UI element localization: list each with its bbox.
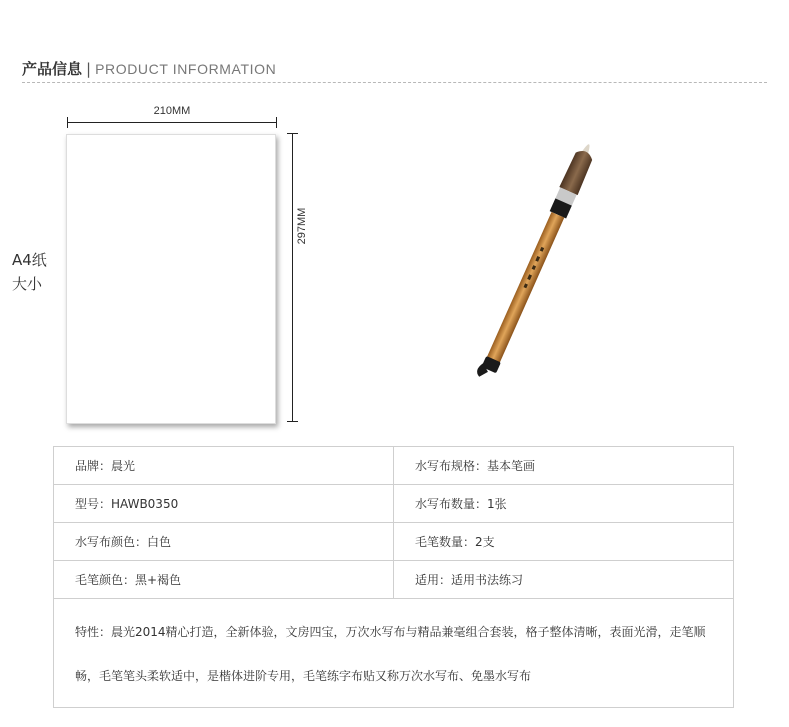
- width-tick-left: [67, 117, 68, 128]
- spec-table: [53, 446, 734, 708]
- height-dimension-line: [292, 133, 293, 422]
- width-dimension-label: 210MM: [153, 105, 191, 117]
- table-row: [54, 599, 734, 708]
- width-dimension-line: [67, 122, 277, 123]
- spec-model: 型号：HAWB0350: [54, 485, 394, 523]
- paper-size-label-line2: 大小: [12, 275, 43, 293]
- spec-brush-quantity: 毛笔数量：2支: [394, 523, 734, 561]
- section-header: [22, 58, 767, 83]
- spec-cloth-color: 水写布颜色：白色: [54, 523, 394, 561]
- spec-cloth-type: 水写布规格：基本笔画: [394, 447, 734, 485]
- section-title-cn: 产品信息: [22, 60, 83, 78]
- height-tick-bottom: [287, 421, 298, 422]
- a4-paper-illustration: [66, 134, 276, 424]
- brush-icon: [420, 110, 660, 400]
- width-tick-right: [276, 117, 277, 128]
- brush-tip: [559, 148, 595, 195]
- table-row: [54, 447, 734, 485]
- spec-features: 特性：晨光2014精心打造，全新体验，文房四宝，万次水写布与精品兼毫组合套装，格子整体清晰，表面光滑，走笔顺畅，毛笔笔头柔软适中，是楷体进阶专用，毛笔练字布贴又称万次水写布、免墨水写布: [54, 599, 734, 708]
- height-tick-top: [287, 133, 298, 134]
- spec-usage: 适用：适用书法练习: [394, 561, 734, 599]
- table-row: [54, 561, 734, 599]
- table-row: [54, 485, 734, 523]
- calligraphy-brush-image: [420, 110, 660, 400]
- paper-size-label: [12, 248, 62, 296]
- spec-brand: 品牌：晨光: [54, 447, 394, 485]
- spec-cloth-quantity: 水写布数量：1张: [394, 485, 734, 523]
- title-separator: |: [86, 60, 92, 78]
- spec-brush-color: 毛笔颜色：黑+褐色: [54, 561, 394, 599]
- paper-size-label-line1: A4纸: [12, 251, 47, 269]
- table-row: [54, 523, 734, 561]
- height-dimension-label: 297MM: [296, 207, 308, 245]
- section-title-en: PRODUCT INFORMATION: [95, 61, 277, 77]
